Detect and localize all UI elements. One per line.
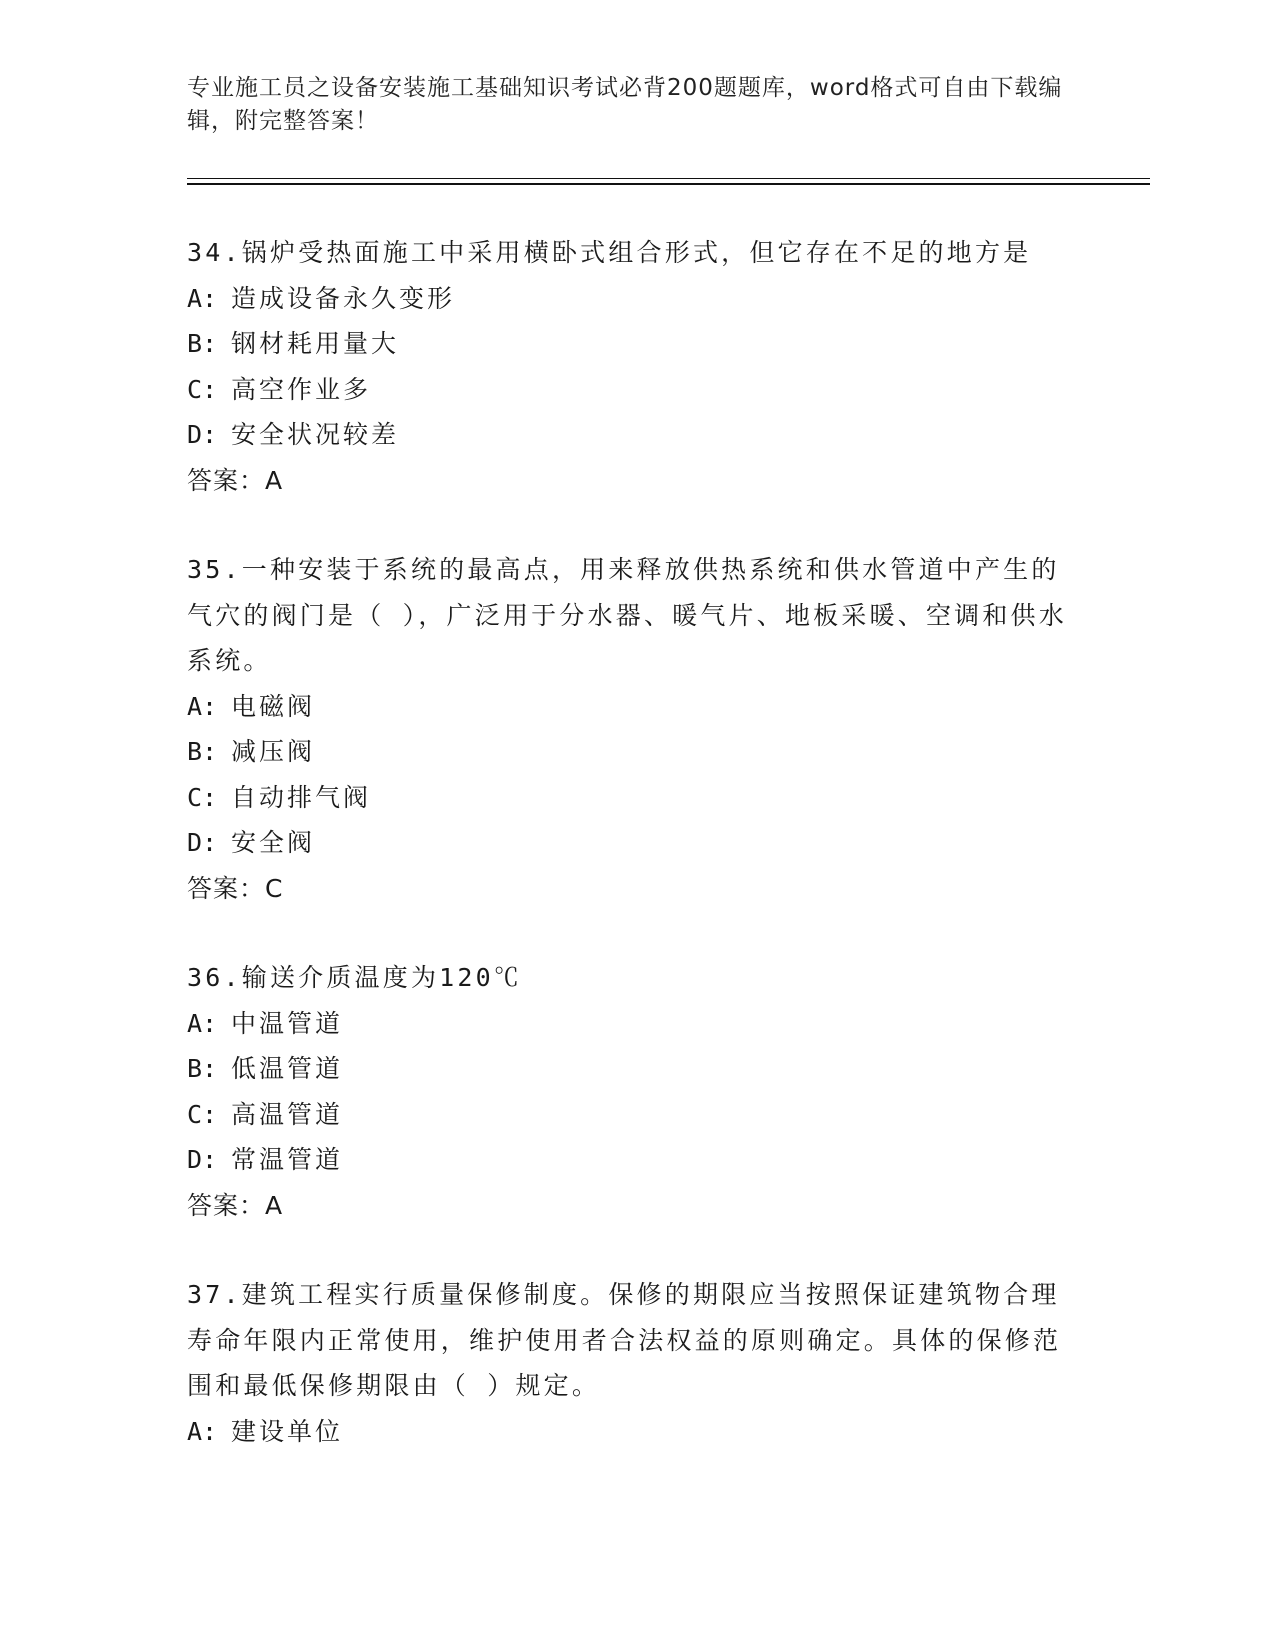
option-text: 安全状况较差 <box>231 420 400 449</box>
header-divider <box>187 178 1150 179</box>
option-c <box>187 367 1067 413</box>
option-b <box>187 729 1067 775</box>
option-b <box>187 321 1067 367</box>
question-list <box>187 230 1067 1498</box>
option-key: C: <box>187 1099 218 1129</box>
option-text: 电磁阀 <box>231 691 316 721</box>
option-key: C: <box>187 782 218 812</box>
option-text: 自动排气阀 <box>231 782 372 812</box>
option-a <box>187 276 1067 322</box>
option-text: 造成设备永久变形 <box>231 283 456 313</box>
question-34 <box>187 230 1067 503</box>
option-key: A: <box>187 283 218 313</box>
option-text: 中温管道 <box>231 1008 344 1038</box>
option-key: A: <box>187 691 218 721</box>
answer-line: 答案：A <box>187 1190 284 1220</box>
option-a <box>187 684 1067 730</box>
option-text: 高空作业多 <box>231 374 372 404</box>
option-d <box>187 820 1067 866</box>
option-a <box>187 1001 1067 1047</box>
question-37 <box>187 1272 1067 1454</box>
header-divider-thick <box>187 183 1150 185</box>
question-stem: 36.输送介质温度为120℃ <box>187 963 523 992</box>
option-key: B: <box>187 1054 218 1083</box>
option-d <box>187 1137 1067 1183</box>
answer-line: 答案：A <box>187 465 284 495</box>
option-key: D: <box>187 828 218 857</box>
question-stem: 37.建筑工程实行质量保修制度。保修的期限应当按照保证建筑物合理寿命年限内正常使用，维护使用者合法权益的原则确定。具体的保修范围和最低保修期限由（ ）规定。 <box>187 1280 1062 1400</box>
option-key: A: <box>187 1416 218 1446</box>
option-key: B: <box>187 329 218 358</box>
option-d <box>187 412 1067 458</box>
question-36 <box>187 955 1067 1228</box>
question-stem: 35.一种安装于系统的最高点，用来释放供热系统和供水管道中产生的气穴的阀门是（ ），广泛用于分水器、暖气片、地板采暖、空调和供水系统。 <box>187 555 1067 675</box>
option-key: D: <box>187 1145 218 1174</box>
option-key: B: <box>187 737 218 766</box>
option-b <box>187 1046 1067 1092</box>
option-key: D: <box>187 420 218 449</box>
option-text: 减压阀 <box>231 737 316 766</box>
option-a <box>187 1409 1067 1455</box>
answer-line: 答案：C <box>187 873 284 903</box>
option-text: 常温管道 <box>231 1145 344 1174</box>
option-c <box>187 775 1067 821</box>
option-text: 低温管道 <box>231 1054 344 1083</box>
question-35 <box>187 547 1067 911</box>
option-text: 高温管道 <box>231 1099 344 1129</box>
option-key: C: <box>187 374 218 404</box>
option-text: 钢材耗用量大 <box>231 329 400 358</box>
document-header: 专业施工员之设备安装施工基础知识考试必背200题题库，word格式可自由下载编辑，附完整答案！ <box>187 75 1063 134</box>
option-text: 建设单位 <box>231 1416 344 1446</box>
option-key: A: <box>187 1008 218 1038</box>
option-text: 安全阀 <box>231 828 316 857</box>
option-c <box>187 1092 1067 1138</box>
question-stem: 34.锅炉受热面施工中采用横卧式组合形式，但它存在不足的地方是 <box>187 238 1032 267</box>
